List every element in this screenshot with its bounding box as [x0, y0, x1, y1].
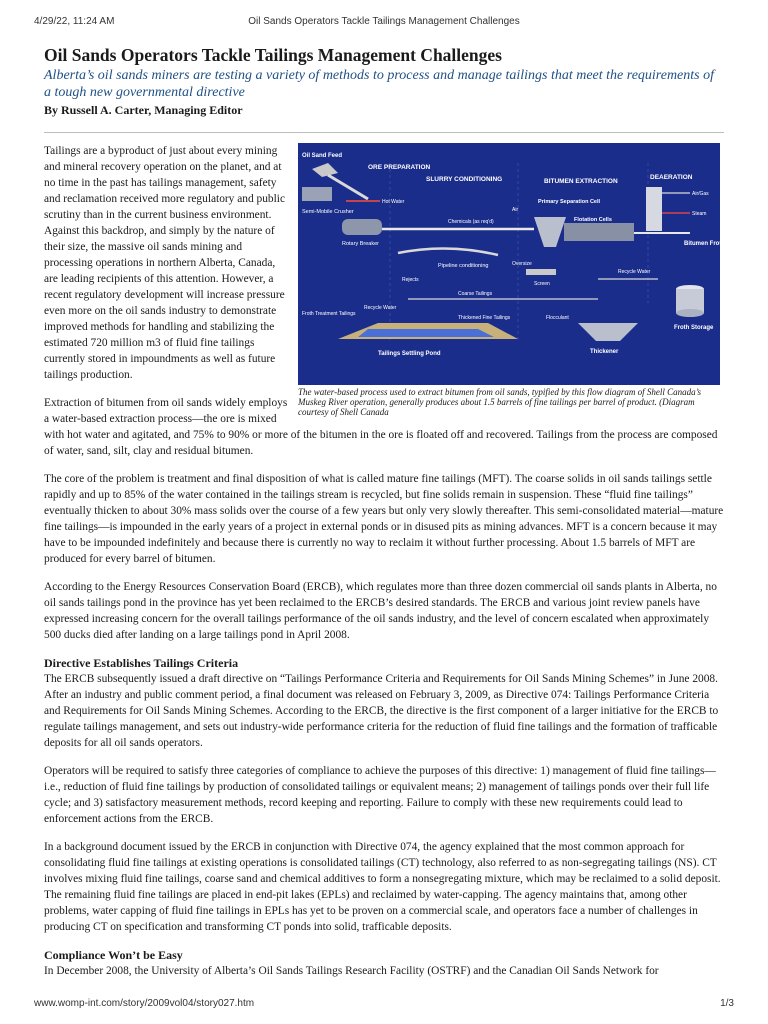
label-air: Air	[512, 207, 519, 213]
label-steam: Steam	[692, 211, 707, 217]
label-bitumen-froth: Bitumen Froth	[684, 241, 725, 247]
print-footer	[34, 998, 734, 1012]
label-chemicals: Chemicals (as req'd)	[448, 219, 494, 225]
label-deaeration: DEAERATION	[650, 174, 693, 181]
label-oil-sand-feed: Oil Sand Feed	[302, 153, 343, 159]
label-ore-preparation: ORE PREPARATION	[368, 164, 431, 171]
label-rejects: Rejects	[402, 277, 419, 283]
label-flotation-cells: Flotation Cells	[574, 217, 612, 223]
section-heading-directive: Directive Establishes Tailings Criteria	[44, 656, 239, 670]
section1-paragraph-2: Operators will be required to satisfy three categories of compliance to achieve the purposes of this directive: 1) management of fluid fine tailings—i.e., reduction of fluid fine tailings by production of consolidated tailings or equivalent means; 2) management of tailings ponds over their full life cycle; and 3) satisfactory measurement methods, record keeping and reporting. Failure to comply with these new requirements could lead to enforcement actions from the ERCB.	[44, 765, 716, 825]
deaerator-shape	[646, 187, 662, 231]
section1-paragraph-3: In a background document issued by the ERCB in conjunction with Directive 074, the agency explained that the most common approach for consolidating fluid fine tailings at existing operations is consolidated tailings (CT) technology, also referred to as non-segregating tailings (NS). CT involves mixing fluid fine tailings, coarse sand and chemical additives to form a nonsegregating mixture, which may be reclaimed to a solid deposit. The remaining fluid fine tailings are placed in end-pit lakes (EPLs) and reclaimed by water-capping. The agency maintains that, among other problems, water capping of fluid fine tailings in EPLs has yet to be proven on a commercial scale, and operators face a number of challenges in producing CT on specification and transforming CT ponds into solid, trafficable deposits.	[44, 841, 721, 933]
paragraph-2: Extraction of bitumen from oil sands widely employs a water-based extraction process—the ore is mixed with hot water and agitated, and 75% to 90% or more of the bitumen in the ore is floated off and recovered. Tailings from the process are composed of water, sand, silt, clay and residual bitumen.	[44, 397, 718, 457]
label-flocculant: Flocculant	[546, 315, 569, 321]
label-pipeline-conditioning: Pipeline conditioning	[438, 263, 489, 269]
article	[44, 44, 724, 991]
section1-paragraph-1: The ERCB subsequently issued a draft directive on “Tailings Performance Criteria and Requirements for Oil Sands Mining Schemes” in June 2008. After an industry and public comment period, a final document was released on February 3, 2009, as Directive 074: Tailings Performance Criteria and Requirements for Oil Sands Mining Schemes. According to the ERCB, the directive is the first component of a larger initiative for the ERCB to regulate tailings management, and sets out industry-wide performance criteria for the reduction of fluid fine tailings and the formation of trafficable deposits for all oil sands operators.	[44, 673, 719, 749]
article-byline: By Russell A. Carter, Managing Editor	[44, 103, 243, 117]
figure	[298, 143, 724, 417]
article-title: Oil Sands Operators Tackle Tailings Management Challenges	[44, 45, 502, 65]
label-oversize: Oversize	[512, 261, 532, 267]
rotary-breaker-shape	[342, 219, 382, 235]
label-bitumen-extraction: BITUMEN EXTRACTION	[544, 178, 618, 185]
label-primary-separation-cell: Primary Separation Cell	[538, 199, 601, 205]
label-coarse-tailings: Coarse Tailings	[458, 291, 493, 297]
print-url: www.womp-int.com/story/2009vol04/story027.htm	[34, 998, 255, 1009]
label-airgas: Air/Gas	[692, 191, 709, 197]
paragraph-3: The core of the problem is treatment and final disposition of what is called mature fine tailings (MFT). The coarse solids in oil sands tailings settle rapidly and up to 85% of the water contained in the tailings stream is recycled, but fine solids remain in suspension. These “fluid fine tailings” eventually thicken to about 30% mass solids over the course of a few years but only very slowly thereafter. This semi-consolidated material—mature fine tailings—is impounded in the early years of a project in external ponds or in disused pits as mining advances. MFT is a concern because it may have to be impounded indefinitely and because there is currently no way to reclaim it without further processing. About 1.5 barrels of MFT are produced for every barrel of bitumen.	[44, 473, 724, 565]
label-tailings-settling-pond: Tailings Settling Pond	[378, 351, 441, 357]
print-page-number: 1/3	[720, 998, 734, 1009]
paragraph-4: According to the Energy Resources Conservation Board (ERCB), which regulates more than three dozen commercial oil sands plants in Alberta, no oil sands tailings pond in the province has yet been reclaimed to the ERCB’s desired standards. The ERCB and various joint review panels have expressed increasing concern for the overall tailings performance of the oil sands industry, and the level of concern escalated when approximately 500 ducks died after landing on a large tailings pond in April 2008.	[44, 581, 717, 641]
print-page-title: Oil Sands Operators Tackle Tailings Management Challenges	[248, 16, 520, 27]
paragraph-1: Tailings are a byproduct of just about every mining and mineral recovery operation on the planet, and at no time in the past has tailings management, safety and reclamation received more regulatory and public scrutiny than in the current business environment. Against this backdrop, and simply by the nature of their size, the massive oil sands mining and processing operations in northern Alberta, Canada, are leading recipients of this attention. However, a recent regulatory development will increase pressure even more on the oil sands industry to demonstrate improved methods for handling and stabilizing the estimated 720 million m3 of fluid fine tailings currently stored in impoundments as well as future tailings production.	[44, 145, 285, 381]
label-froth-treatment-tailings: Froth Treatment Tailings	[302, 311, 356, 317]
figure-caption: The water-based process used to extract bitumen from oil sands, typified by this flow diagram of Shell Canada’s Muskeg River operation, generally produces about 1.5 barrels of fine tailings per barrel of product. (Diagram courtesy of Shell Canada	[298, 387, 701, 417]
label-semi-mobile-crusher: Semi-Mobile Crusher	[302, 209, 354, 215]
label-hot-water: Hot Water	[382, 199, 405, 205]
label-rotary-breaker: Rotary Breaker	[342, 241, 379, 247]
label-recycle-water-right: Recycle Water	[618, 269, 651, 275]
label-screen: Screen	[534, 281, 550, 287]
label-slurry-conditioning: SLURRY CONDITIONING	[426, 176, 503, 183]
crusher-shape	[302, 187, 332, 201]
process-flow-diagram	[298, 143, 725, 385]
section2-paragraph-1: In December 2008, the University of Alberta’s Oil Sands Tailings Research Facility (OSTRF) and the Canadian Oil Sands Network for	[44, 965, 659, 977]
screen-shape	[526, 269, 556, 275]
flotation-cells-shape	[564, 223, 634, 241]
pond-water-shape	[358, 329, 494, 337]
label-thickener: Thickener	[590, 349, 619, 355]
article-subtitle: Alberta’s oil sands miners are testing a variety of methods to process and manage tailings that meet the requirements of a tough new governmental directive	[44, 68, 714, 100]
print-timestamp: 4/29/22, 11:24 AM	[34, 16, 115, 27]
print-header	[34, 16, 734, 30]
label-froth-storage: Froth Storage	[674, 325, 714, 331]
header-divider	[44, 132, 724, 133]
label-thickened-fine-tailings: Thickened Fine Tailings	[458, 315, 511, 321]
label-recycle-water-left: Recycle Water	[364, 305, 397, 311]
section-heading-compliance: Compliance Won’t be Easy	[44, 948, 183, 962]
